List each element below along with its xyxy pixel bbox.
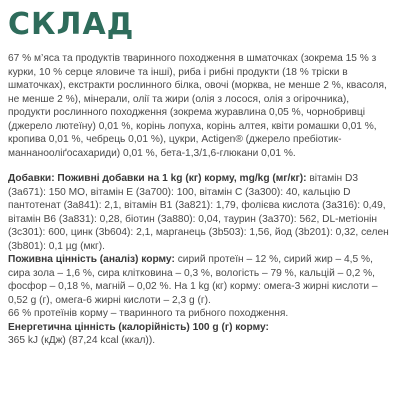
additives-label: Добавки: Поживні добавки на 1 kg (кг) корму, mg/kg (мг/кг): (8, 173, 307, 184)
additives-section (8, 172, 392, 253)
energy-value-section (8, 321, 392, 348)
protein-origin-note: 66 % протеїнів корму – тваринного та рибного походження. (8, 308, 289, 319)
composition-text: 67 % м’яса та продуктів тваринного походження в шматочках (зокрема 15 % з курки, 10 % серце яловиче та інші), риба і рибні продукти (18 % тріски в шматочках), екстракти рослинного білка, овочі (морква, не менше 2 %, квасоля, не менше 2 %), мінерали, олії та жири (олія з лосося, олія з огірочника), продукти рослинного походження (зокрема журавлина 0,05 %, чорнобривці (джерело лютеїну) 0,01 %, корінь лопуха, корінь алтея, квіти ромашки 0,01 %, кропива 0,01 %, чебрець 0,01 %), цукри, Actigen® (джерело пребіотик-маннанооліґосахариди) 0,01 %, бета-1,3/1,6-глюкани 0,01 %. (8, 53, 387, 159)
nutritional-analysis-label: Поживна цінність (аналіз) корму: (8, 254, 175, 265)
additives-text: вітамін D3 (3a671): 150 МО, вітамін Е (3a700): 100, вітамін С (3a300): 40, кальцію D пантотенат (3a841): 2,1, вітамін В1 (3a821): 1,79, фолієва кислота (3a316): 0,49, вітамін В6 (3a831): 0,28, біотин (3a880): 0,04, таурин (3a370): 562, DL-метіонін (3c301): 600, цинк (3b604): 2,1, марганець (3b503): 1,56, йод (3b201): 0,32, селен (3b801): 0,1 µg (мкг). (8, 173, 389, 252)
energy-value-text: 365 kJ (кДж) (87,24 kcal (ккал)). (8, 335, 156, 346)
energy-value-label: Енергетична цінність (калорійність) 100 g (г) корму: (8, 321, 269, 333)
composition-page (8, 8, 392, 348)
nutritional-analysis-section (8, 253, 392, 307)
nutritional-analysis-text: сирий протеїн – 12 %, сирий жир – 4,5 %, сира зола – 1,6 %, сира клітковина – 0,3 %, вологість – 79 %, кальцій – 0,2 %, фосфор – 0,18 %, магній – 0,02 %. На 1 kg (кг) корму: омега-3 жирні кислоти – 0,52 g (г), омега-6 жирні кислоти – 2,3 g (г). (8, 254, 378, 306)
page-title: СКЛАД (8, 7, 135, 42)
